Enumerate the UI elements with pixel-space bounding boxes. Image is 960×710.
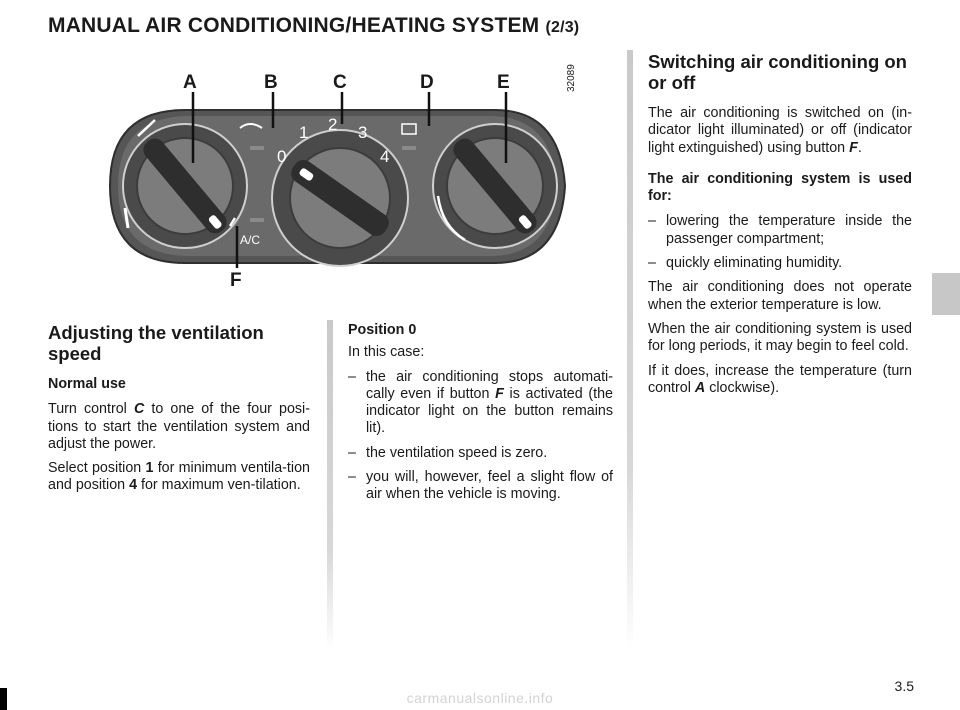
column-divider-right bbox=[627, 50, 633, 650]
page-number: 3.5 bbox=[894, 678, 914, 694]
position-0-bullet-1: – the air conditioning stops automati-cally even if button F is activated (the indicator light on the button remains lit). bbox=[348, 368, 614, 437]
control-panel-figure bbox=[90, 58, 605, 298]
dial-number-1: 1 bbox=[299, 123, 309, 142]
ventilation-para-2: Select position 1 for minimum ventila-tion and position 4 for maximum ven-tilation. bbox=[48, 460, 310, 494]
page-title bbox=[48, 14, 579, 38]
section-tab bbox=[932, 273, 960, 315]
ac-para-3: When the air conditioning system is used for long periods, it may begin to feel cold. bbox=[648, 320, 912, 355]
ac-button-label: A/C bbox=[240, 233, 261, 247]
label-f: F bbox=[230, 270, 242, 291]
column-divider-left bbox=[327, 320, 333, 650]
dial-number-0: 0 bbox=[277, 147, 287, 166]
middle-column bbox=[348, 322, 613, 511]
position-0-heading: Position 0 bbox=[348, 322, 417, 338]
dial-number-4: 4 bbox=[380, 147, 390, 166]
ac-switching-heading: Switching air conditioning on or off bbox=[648, 51, 907, 93]
position-0-intro: In this case: bbox=[348, 344, 425, 361]
ac-used-for-bullet-2: – quickly eliminating humidity. bbox=[648, 255, 843, 272]
position-0-bullet-3: – you will, however, feel a slight flow of air when the vehicle is moving. bbox=[348, 469, 613, 503]
knob-e bbox=[433, 124, 557, 248]
left-column bbox=[48, 322, 310, 502]
normal-use-subheading: Normal use bbox=[48, 376, 126, 392]
watermark: carmanualsonline.info bbox=[406, 690, 554, 706]
ventilation-heading: Adjusting the ventilation speed bbox=[48, 322, 264, 364]
position-0-bullet-2: – the ventilation speed is zero. bbox=[348, 444, 548, 461]
right-column bbox=[648, 51, 912, 404]
label-a: A bbox=[183, 72, 197, 93]
page-title-text: MANUAL AIR CONDITIONING/HEATING SYSTEM bbox=[48, 14, 540, 37]
label-d: D bbox=[420, 72, 434, 93]
ac-para-2: The air conditioning does not operate when the exterior temperature is low. bbox=[648, 279, 912, 313]
dial-number-3: 3 bbox=[358, 123, 368, 142]
ac-used-for-subheading: The air conditioning system is used for: bbox=[648, 170, 912, 205]
ac-used-for-bullet-1: – lowering the temperature inside the passenger compartment; bbox=[648, 213, 912, 247]
label-b: B bbox=[264, 72, 278, 93]
ac-switching-para-1: The air conditioning is switched on (in-dicator light illuminated) or off (indicator light extinguished) using button F. bbox=[648, 105, 912, 156]
control-panel-illustration bbox=[90, 58, 605, 298]
label-e: E bbox=[497, 72, 510, 93]
page-part: (2/3) bbox=[545, 19, 580, 36]
ac-para-4: If it does, increase the temperature (turn control A clockwise). bbox=[648, 362, 912, 396]
figure-code: 32089 bbox=[566, 64, 577, 92]
dial-number-2: 2 bbox=[328, 115, 338, 134]
ventilation-para-1: Turn control C to one of the four posi-tions to start the ventilation system and adjust the power. bbox=[48, 401, 310, 452]
label-c: C bbox=[333, 72, 347, 93]
